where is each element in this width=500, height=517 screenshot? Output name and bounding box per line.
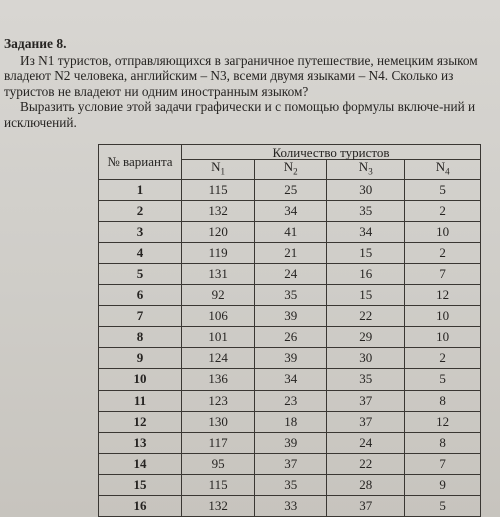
cell-n2: 39 xyxy=(255,306,327,327)
cell-n4: 8 xyxy=(405,390,481,411)
variant-number: 16 xyxy=(99,496,182,517)
table-row xyxy=(99,327,481,348)
table-row xyxy=(99,496,481,517)
cell-n2: 25 xyxy=(255,179,327,200)
variant-number: 11 xyxy=(99,390,182,411)
sub-header-n2: $N_2$ xyxy=(255,160,327,180)
variant-number: 8 xyxy=(99,327,182,348)
cell-n4: 2 xyxy=(405,348,481,369)
table-row xyxy=(99,285,481,306)
cell-n4: 8 xyxy=(405,432,481,453)
cell-n4: 10 xyxy=(405,221,481,242)
cell-n1: 132 xyxy=(181,200,254,221)
sub-header-n3: $N_3$ xyxy=(327,160,405,180)
table-row xyxy=(99,306,481,327)
header-variant: № варианта xyxy=(99,145,182,180)
cell-n3: 37 xyxy=(327,496,405,517)
cell-n4: 9 xyxy=(405,474,481,495)
variant-number: 14 xyxy=(99,453,182,474)
cell-n3: 15 xyxy=(327,285,405,306)
cell-n2: 39 xyxy=(255,348,327,369)
cell-n1: 132 xyxy=(181,496,254,517)
variant-number: 10 xyxy=(99,369,182,390)
cell-n2: 35 xyxy=(255,285,327,306)
table-row xyxy=(99,200,481,221)
cell-n1: 115 xyxy=(181,474,254,495)
variant-number: 4 xyxy=(99,242,182,263)
cell-n2: 34 xyxy=(255,200,327,221)
cell-n1: 117 xyxy=(181,432,254,453)
cell-n3: 28 xyxy=(327,474,405,495)
variant-number: 6 xyxy=(99,285,182,306)
cell-n3: 24 xyxy=(327,432,405,453)
cell-n3: 15 xyxy=(327,242,405,263)
cell-n3: 30 xyxy=(327,179,405,200)
variant-number: 12 xyxy=(99,411,182,432)
cell-n4: 2 xyxy=(405,242,481,263)
cell-n3: 22 xyxy=(327,306,405,327)
variant-number: 15 xyxy=(99,474,182,495)
cell-n2: 33 xyxy=(255,496,327,517)
cell-n1: 92 xyxy=(181,285,254,306)
cell-n3: 29 xyxy=(327,327,405,348)
table-row xyxy=(99,390,481,411)
variant-number: 5 xyxy=(99,263,182,284)
cell-n3: 30 xyxy=(327,348,405,369)
cell-n2: 37 xyxy=(255,453,327,474)
cell-n1: 124 xyxy=(181,348,254,369)
cell-n2: 35 xyxy=(255,474,327,495)
cell-n3: 35 xyxy=(327,200,405,221)
cell-n2: 26 xyxy=(255,327,327,348)
sub-header-n1: $N_1$ xyxy=(181,160,254,180)
cell-n1: 95 xyxy=(181,453,254,474)
table-row xyxy=(99,474,481,495)
cell-n1: 123 xyxy=(181,390,254,411)
task-title: Задание 8. xyxy=(4,36,67,51)
cell-n1: 119 xyxy=(181,242,254,263)
cell-n4: 12 xyxy=(405,411,481,432)
variant-number: 1 xyxy=(99,179,182,200)
cell-n1: 106 xyxy=(181,306,254,327)
cell-n3: 35 xyxy=(327,369,405,390)
cell-n2: 23 xyxy=(255,390,327,411)
cell-n1: 131 xyxy=(181,263,254,284)
tourists-table xyxy=(98,144,481,517)
cell-n4: 5 xyxy=(405,179,481,200)
cell-n3: 34 xyxy=(327,221,405,242)
cell-n4: 10 xyxy=(405,327,481,348)
task-paragraph-2: Выразить условие этой задачи графически и с помощью формулы включе-ний и исключений. xyxy=(4,99,476,130)
sub-header-n4: $N_4$ xyxy=(405,160,481,180)
cell-n4: 7 xyxy=(405,263,481,284)
table-row xyxy=(99,369,481,390)
cell-n1: 120 xyxy=(181,221,254,242)
cell-n4: 2 xyxy=(405,200,481,221)
cell-n3: 22 xyxy=(327,453,405,474)
cell-n3: 16 xyxy=(327,263,405,284)
table-row xyxy=(99,179,481,200)
table-row xyxy=(99,453,481,474)
cell-n4: 12 xyxy=(405,285,481,306)
variant-number: 13 xyxy=(99,432,182,453)
cell-n1: 136 xyxy=(181,369,254,390)
cell-n1: 115 xyxy=(181,179,254,200)
cell-n3: 37 xyxy=(327,390,405,411)
cell-n2: 18 xyxy=(255,411,327,432)
table-row xyxy=(99,221,481,242)
variant-number: 7 xyxy=(99,306,182,327)
cell-n4: 7 xyxy=(405,453,481,474)
cell-n2: 24 xyxy=(255,263,327,284)
cell-n2: 41 xyxy=(255,221,327,242)
cell-n3: 37 xyxy=(327,411,405,432)
table-body xyxy=(99,179,481,517)
header-tourist-count: Количество туристов xyxy=(181,145,480,160)
table-row xyxy=(99,263,481,284)
cell-n2: 39 xyxy=(255,432,327,453)
cell-n1: 130 xyxy=(181,411,254,432)
table-row xyxy=(99,348,481,369)
variant-number: 3 xyxy=(99,221,182,242)
variant-number: 9 xyxy=(99,348,182,369)
table-row xyxy=(99,432,481,453)
cell-n1: 101 xyxy=(181,327,254,348)
variant-number: 2 xyxy=(99,200,182,221)
cell-n4: 10 xyxy=(405,306,481,327)
cell-n4: 5 xyxy=(405,369,481,390)
cell-n2: 34 xyxy=(255,369,327,390)
cell-n2: 21 xyxy=(255,242,327,263)
cell-n4: 5 xyxy=(405,496,481,517)
task-paragraph-1: Из N1 туристов, отправляющихся в заграничное путешествие, немецким языком владеют N2 человека, английским – N3, всеми двумя языками – N4. Сколько из туристов не владеют ни одним иностранным языком? xyxy=(4,52,478,99)
table-row xyxy=(99,242,481,263)
table-row xyxy=(99,411,481,432)
task-text xyxy=(4,36,496,131)
